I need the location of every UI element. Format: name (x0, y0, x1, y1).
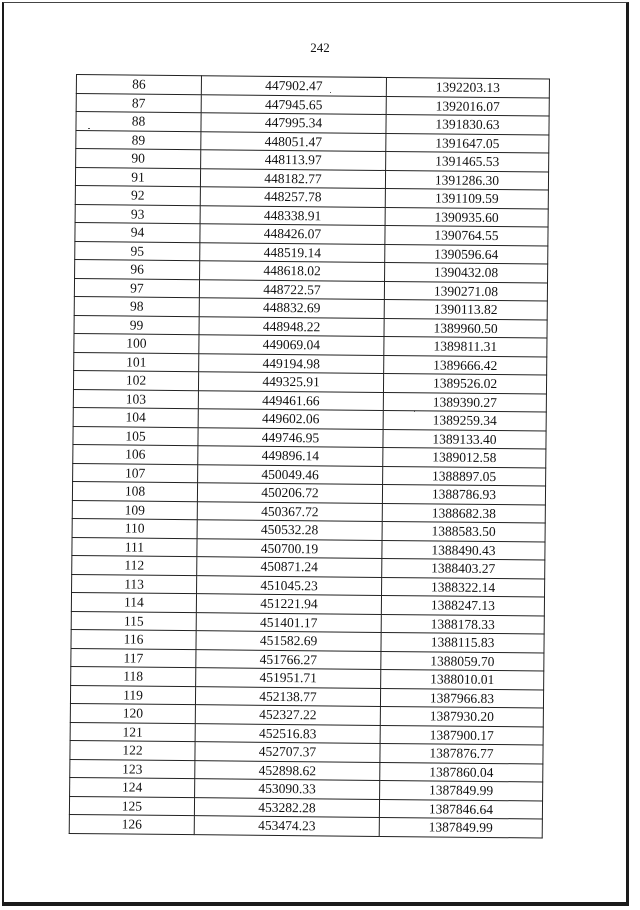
table-body (69, 75, 549, 838)
x-coordinate-cell: 448948.22 (199, 316, 384, 336)
point-number-cell: 101 (74, 352, 199, 372)
x-coordinate-cell: 450049.46 (198, 464, 383, 484)
point-number-cell: 113 (72, 574, 197, 594)
x-coordinate-cell: 448426.07 (200, 224, 385, 244)
y-coordinate-cell: 1388010.01 (381, 669, 544, 689)
point-number-cell: 99 (74, 315, 199, 335)
y-coordinate-cell: 1389526.02 (383, 373, 546, 393)
y-coordinate-cell: 1390113.82 (384, 299, 547, 319)
y-coordinate-cell: 1388322.14 (382, 577, 545, 597)
point-number-cell: 125 (69, 796, 194, 816)
point-number-cell: 96 (75, 259, 200, 279)
point-number-cell: 108 (72, 481, 197, 501)
point-number-cell: 120 (70, 703, 195, 723)
point-number-cell: 114 (71, 592, 196, 612)
x-coordinate-cell: 449461.66 (198, 390, 383, 410)
y-coordinate-cell: 1391830.63 (386, 114, 549, 134)
point-number-cell: 116 (71, 629, 196, 649)
point-number-cell: 103 (73, 389, 198, 409)
point-number-cell: 97 (74, 278, 199, 298)
y-coordinate-cell: 1388786.93 (382, 484, 545, 504)
x-coordinate-cell: 449746.95 (198, 427, 383, 447)
x-coordinate-cell: 447945.65 (201, 94, 386, 114)
y-coordinate-cell: 1388897.05 (383, 466, 546, 486)
y-coordinate-cell: 1388682.38 (382, 503, 545, 523)
point-number-cell: 111 (72, 537, 197, 557)
y-coordinate-cell: 1389133.40 (383, 429, 546, 449)
coordinate-table-container (69, 74, 550, 838)
x-coordinate-cell: 447902.47 (201, 76, 386, 96)
point-number-cell: 95 (75, 241, 200, 261)
point-number-cell: 122 (70, 740, 195, 760)
point-number-cell: 123 (70, 759, 195, 779)
x-coordinate-cell: 451045.23 (197, 575, 382, 595)
x-coordinate-cell: 450532.28 (197, 520, 382, 540)
x-coordinate-cell: 448113.97 (201, 150, 386, 170)
point-number-cell: 126 (69, 814, 194, 834)
x-coordinate-cell: 449325.91 (198, 372, 383, 392)
scan-speck (330, 92, 331, 93)
y-coordinate-cell: 1388403.27 (382, 558, 545, 578)
scan-speck (88, 128, 90, 129)
point-number-cell: 92 (75, 185, 200, 205)
y-coordinate-cell: 1391647.05 (386, 133, 549, 153)
point-number-cell: 102 (73, 370, 198, 390)
scan-speck (414, 410, 415, 412)
coordinate-table (69, 74, 550, 838)
point-number-cell: 118 (71, 666, 196, 686)
y-coordinate-cell: 1388178.33 (381, 614, 544, 634)
x-coordinate-cell: 450700.19 (197, 538, 382, 558)
point-number-cell: 89 (76, 130, 201, 150)
page-number: 242 (310, 40, 330, 55)
point-number-cell: 115 (71, 611, 196, 631)
y-coordinate-cell: 1391109.59 (385, 188, 548, 208)
x-coordinate-cell: 452327.22 (195, 705, 380, 725)
y-coordinate-cell: 1388247.13 (381, 595, 544, 615)
y-coordinate-cell: 1389259.34 (383, 410, 546, 430)
y-coordinate-cell: 1387860.04 (380, 762, 543, 782)
x-coordinate-cell: 448182.77 (200, 168, 385, 188)
y-coordinate-cell: 1387849.99 (379, 817, 542, 837)
point-number-cell: 91 (75, 167, 200, 187)
point-number-cell: 98 (74, 296, 199, 316)
x-coordinate-cell: 453090.33 (195, 779, 380, 799)
point-number-cell: 109 (72, 500, 197, 520)
point-number-cell: 90 (76, 149, 201, 169)
table-row (69, 814, 542, 837)
point-number-cell: 110 (72, 518, 197, 538)
y-coordinate-cell: 1391286.30 (385, 170, 548, 190)
x-coordinate-cell: 448519.14 (200, 242, 385, 262)
point-number-cell: 88 (76, 112, 201, 132)
y-coordinate-cell: 1389390.27 (383, 392, 546, 412)
y-coordinate-cell: 1387876.77 (380, 743, 543, 763)
y-coordinate-cell: 1390271.08 (384, 281, 547, 301)
point-number-cell: 117 (71, 648, 196, 668)
point-number-cell: 105 (73, 426, 198, 446)
y-coordinate-cell: 1390596.64 (385, 244, 548, 264)
point-number-cell: 104 (73, 407, 198, 427)
point-number-cell: 112 (72, 555, 197, 575)
point-number-cell: 87 (76, 93, 201, 113)
x-coordinate-cell: 448722.57 (199, 279, 384, 299)
x-coordinate-cell: 453282.28 (194, 797, 379, 817)
point-number-cell: 121 (70, 722, 195, 742)
x-coordinate-cell: 452138.77 (195, 686, 380, 706)
x-coordinate-cell: 449896.14 (198, 446, 383, 466)
x-coordinate-cell: 453474.23 (194, 816, 379, 836)
x-coordinate-cell: 449194.98 (199, 353, 384, 373)
point-number-cell: 94 (75, 222, 200, 242)
y-coordinate-cell: 1387966.83 (380, 688, 543, 708)
x-coordinate-cell: 451582.69 (196, 631, 381, 651)
x-coordinate-cell: 451221.94 (196, 594, 381, 614)
x-coordinate-cell: 452707.37 (195, 742, 380, 762)
x-coordinate-cell: 451766.27 (196, 649, 381, 669)
x-coordinate-cell: 448338.91 (200, 205, 385, 225)
x-coordinate-cell: 450871.24 (197, 557, 382, 577)
y-coordinate-cell: 1388115.83 (381, 632, 544, 652)
y-coordinate-cell: 1392203.13 (386, 77, 549, 97)
point-number-cell: 93 (75, 204, 200, 224)
x-coordinate-cell: 452516.83 (195, 723, 380, 743)
y-coordinate-cell: 1392016.07 (386, 96, 549, 116)
y-coordinate-cell: 1390432.08 (385, 262, 548, 282)
point-number-cell: 100 (74, 333, 199, 353)
x-coordinate-cell: 448618.02 (200, 261, 385, 281)
x-coordinate-cell: 451951.71 (196, 668, 381, 688)
point-number-cell: 119 (70, 685, 195, 705)
y-coordinate-cell: 1390935.60 (385, 207, 548, 227)
x-coordinate-cell: 449069.04 (199, 335, 384, 355)
x-coordinate-cell: 448257.78 (200, 187, 385, 207)
y-coordinate-cell: 1389666.42 (384, 355, 547, 375)
x-coordinate-cell: 449602.06 (198, 409, 383, 429)
point-number-cell: 107 (73, 463, 198, 483)
y-coordinate-cell: 1389811.31 (384, 336, 547, 356)
x-coordinate-cell: 452898.62 (195, 760, 380, 780)
y-coordinate-cell: 1387849.99 (380, 780, 543, 800)
x-coordinate-cell: 450206.72 (197, 483, 382, 503)
x-coordinate-cell: 448832.69 (199, 298, 384, 318)
point-number-cell: 124 (70, 777, 195, 797)
y-coordinate-cell: 1388059.70 (381, 651, 544, 671)
y-coordinate-cell: 1387900.17 (380, 725, 543, 745)
y-coordinate-cell: 1389012.58 (383, 447, 546, 467)
x-coordinate-cell: 450367.72 (197, 501, 382, 521)
x-coordinate-cell: 447995.34 (201, 113, 386, 133)
y-coordinate-cell: 1390764.55 (385, 225, 548, 245)
y-coordinate-cell: 1387930.20 (380, 706, 543, 726)
y-coordinate-cell: 1387846.64 (379, 799, 542, 819)
y-coordinate-cell: 1391465.53 (386, 151, 549, 171)
x-coordinate-cell: 448051.47 (201, 131, 386, 151)
point-number-cell: 106 (73, 444, 198, 464)
y-coordinate-cell: 1389960.50 (384, 318, 547, 338)
x-coordinate-cell: 451401.17 (196, 612, 381, 632)
point-number-cell: 86 (76, 75, 201, 95)
y-coordinate-cell: 1388583.50 (382, 521, 545, 541)
y-coordinate-cell: 1388490.43 (382, 540, 545, 560)
